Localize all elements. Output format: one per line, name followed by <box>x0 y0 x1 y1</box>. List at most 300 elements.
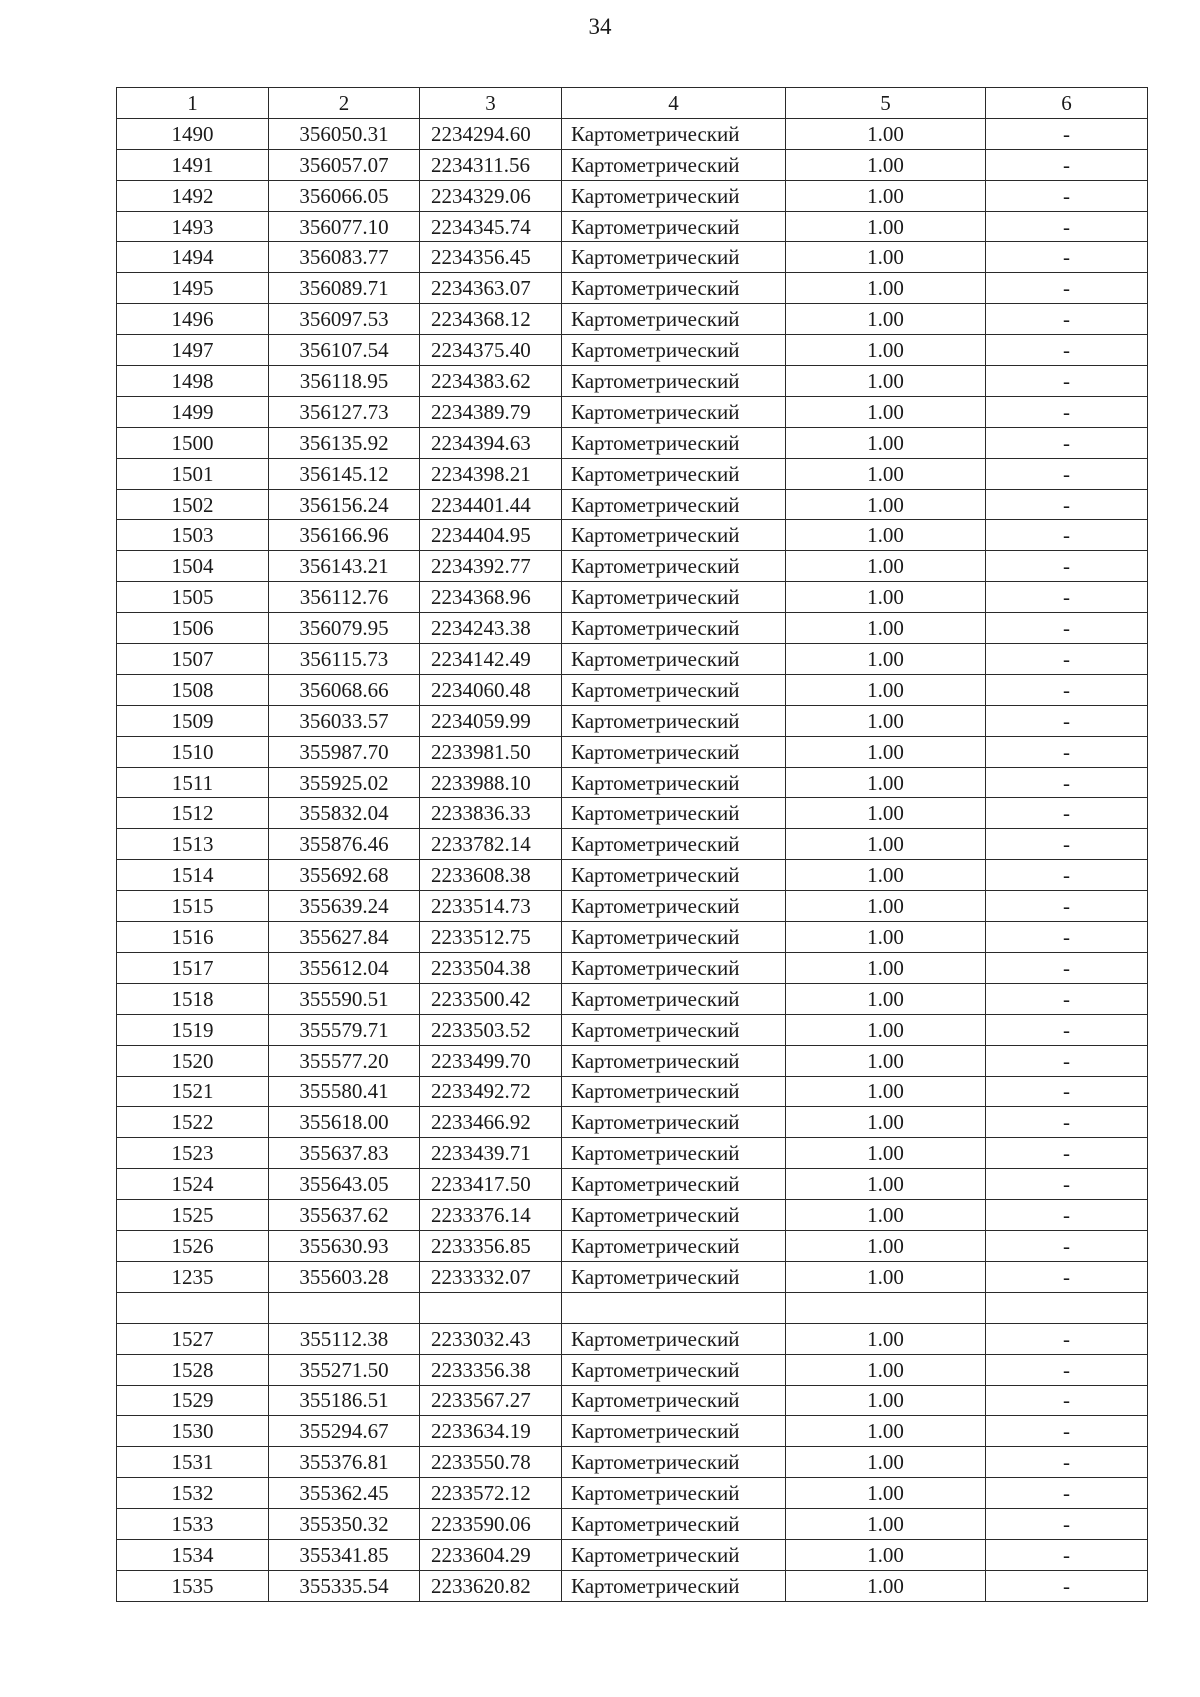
table-header <box>117 88 1148 119</box>
description-cell: - <box>986 582 1148 613</box>
table-row <box>117 427 1148 458</box>
y-coordinate-cell: 2233988.10 <box>420 767 562 798</box>
y-coordinate-cell: 2234060.48 <box>420 674 562 705</box>
y-coordinate-cell: 2233499.70 <box>420 1045 562 1076</box>
accuracy-cell: 1.00 <box>786 335 986 366</box>
table-row <box>117 829 1148 860</box>
point-number-cell: 1494 <box>117 242 269 273</box>
table-row <box>117 1200 1148 1231</box>
table-row <box>117 1014 1148 1045</box>
table-row <box>117 1323 1148 1354</box>
x-coordinate-cell: 356066.05 <box>269 180 420 211</box>
x-coordinate-cell: 356156.24 <box>269 489 420 520</box>
description-cell: - <box>986 613 1148 644</box>
table-row <box>117 798 1148 829</box>
description-cell: - <box>986 211 1148 242</box>
method-cell: Картометрический <box>562 829 786 860</box>
x-coordinate-cell: 356077.10 <box>269 211 420 242</box>
accuracy-cell: 1.00 <box>786 1570 986 1601</box>
method-cell: Картометрический <box>562 1385 786 1416</box>
y-coordinate-cell: 2233332.07 <box>420 1261 562 1292</box>
table-row <box>117 1447 1148 1478</box>
y-coordinate-cell: 2234243.38 <box>420 613 562 644</box>
point-number-cell: 1505 <box>117 582 269 613</box>
y-coordinate-cell: 2233417.50 <box>420 1169 562 1200</box>
description-cell: - <box>986 1509 1148 1540</box>
description-cell: - <box>986 674 1148 705</box>
method-cell: Картометрический <box>562 1323 786 1354</box>
header-row <box>117 88 1148 119</box>
y-coordinate-cell: 2233572.12 <box>420 1478 562 1509</box>
method-cell: Картометрический <box>562 273 786 304</box>
y-coordinate-cell: 2234389.79 <box>420 396 562 427</box>
point-number-cell: 1535 <box>117 1570 269 1601</box>
description-cell: - <box>986 1539 1148 1570</box>
x-coordinate-cell: 355612.04 <box>269 952 420 983</box>
table-row <box>117 149 1148 180</box>
y-coordinate-cell: 2234394.63 <box>420 427 562 458</box>
table-row <box>117 1570 1148 1601</box>
point-number-cell: 1531 <box>117 1447 269 1478</box>
coordinates-table <box>116 87 1148 1602</box>
table-row <box>117 1138 1148 1169</box>
description-cell: - <box>986 798 1148 829</box>
accuracy-cell: 1.00 <box>786 705 986 736</box>
description-cell: - <box>986 736 1148 767</box>
table-row <box>117 458 1148 489</box>
page-number: 34 <box>588 14 612 39</box>
method-cell: Картометрический <box>562 922 786 953</box>
accuracy-cell: 1.00 <box>786 1416 986 1447</box>
point-number-cell: 1521 <box>117 1076 269 1107</box>
accuracy-cell: 1.00 <box>786 1261 986 1292</box>
x-coordinate-cell: 355630.93 <box>269 1230 420 1261</box>
point-number-cell: 1501 <box>117 458 269 489</box>
method-cell: Картометрический <box>562 798 786 829</box>
description-cell: - <box>986 860 1148 891</box>
x-coordinate-cell: 356118.95 <box>269 366 420 397</box>
point-number-cell: 1504 <box>117 551 269 582</box>
accuracy-cell: 1.00 <box>786 798 986 829</box>
y-coordinate-cell: 2233503.52 <box>420 1014 562 1045</box>
method-cell: Картометрический <box>562 242 786 273</box>
table-row <box>117 366 1148 397</box>
method-cell: Картометрический <box>562 520 786 551</box>
y-coordinate-cell: 2234401.44 <box>420 489 562 520</box>
point-number-cell: 1530 <box>117 1416 269 1447</box>
y-coordinate-cell: 2233514.73 <box>420 891 562 922</box>
description-cell: - <box>986 366 1148 397</box>
table-row <box>117 520 1148 551</box>
description-cell: - <box>986 1354 1148 1385</box>
y-coordinate-cell: 2234356.45 <box>420 242 562 273</box>
accuracy-cell: 1.00 <box>786 1509 986 1540</box>
x-coordinate-cell: 355580.41 <box>269 1076 420 1107</box>
point-number-cell: 1508 <box>117 674 269 705</box>
y-coordinate-cell: 2233466.92 <box>420 1107 562 1138</box>
y-coordinate-cell: 2233356.85 <box>420 1230 562 1261</box>
y-coordinate-cell: 2233550.78 <box>420 1447 562 1478</box>
accuracy-cell: 1.00 <box>786 396 986 427</box>
description-cell: - <box>986 1138 1148 1169</box>
y-coordinate-cell: 2233782.14 <box>420 829 562 860</box>
y-coordinate-cell: 2234383.62 <box>420 366 562 397</box>
table-row <box>117 396 1148 427</box>
table-row <box>117 1107 1148 1138</box>
description-cell: - <box>986 644 1148 675</box>
x-coordinate-cell: 355590.51 <box>269 983 420 1014</box>
x-coordinate-cell: 355186.51 <box>269 1385 420 1416</box>
method-cell: Картометрический <box>562 1076 786 1107</box>
y-coordinate-cell: 2233504.38 <box>420 952 562 983</box>
x-coordinate-cell: 356135.92 <box>269 427 420 458</box>
column-header: 1 <box>117 88 269 119</box>
accuracy-cell: 1.00 <box>786 366 986 397</box>
method-cell: Картометрический <box>562 860 786 891</box>
accuracy-cell: 1.00 <box>786 1539 986 1570</box>
x-coordinate-cell: 355637.83 <box>269 1138 420 1169</box>
description-cell: - <box>986 335 1148 366</box>
table-row <box>117 1076 1148 1107</box>
description-cell: - <box>986 767 1148 798</box>
description-cell: - <box>986 1200 1148 1231</box>
accuracy-cell: 1.00 <box>786 1169 986 1200</box>
point-number-cell <box>117 1292 269 1323</box>
method-cell: Картометрический <box>562 983 786 1014</box>
x-coordinate-cell: 356107.54 <box>269 335 420 366</box>
accuracy-cell: 1.00 <box>786 1230 986 1261</box>
method-cell: Картометрический <box>562 736 786 767</box>
point-number-cell: 1511 <box>117 767 269 798</box>
x-coordinate-cell: 356057.07 <box>269 149 420 180</box>
y-coordinate-cell: 2233836.33 <box>420 798 562 829</box>
method-cell: Картометрический <box>562 891 786 922</box>
y-coordinate-cell: 2233376.14 <box>420 1200 562 1231</box>
point-number-cell: 1524 <box>117 1169 269 1200</box>
x-coordinate-cell: 355876.46 <box>269 829 420 860</box>
description-cell: - <box>986 242 1148 273</box>
method-cell: Картометрический <box>562 705 786 736</box>
accuracy-cell: 1.00 <box>786 860 986 891</box>
table-row <box>117 644 1148 675</box>
description-cell: - <box>986 891 1148 922</box>
table-row <box>117 1416 1148 1447</box>
method-cell: Картометрический <box>562 489 786 520</box>
point-number-cell: 1526 <box>117 1230 269 1261</box>
accuracy-cell: 1.00 <box>786 1076 986 1107</box>
point-number-cell: 1522 <box>117 1107 269 1138</box>
x-coordinate-cell: 355637.62 <box>269 1200 420 1231</box>
table-row <box>117 211 1148 242</box>
description-cell: - <box>986 1107 1148 1138</box>
x-coordinate-cell: 355692.68 <box>269 860 420 891</box>
x-coordinate-cell: 356050.31 <box>269 118 420 149</box>
x-coordinate-cell: 356145.12 <box>269 458 420 489</box>
accuracy-cell: 1.00 <box>786 1385 986 1416</box>
method-cell: Картометрический <box>562 644 786 675</box>
y-coordinate-cell: 2234368.96 <box>420 582 562 613</box>
point-number-cell: 1503 <box>117 520 269 551</box>
point-number-cell: 1519 <box>117 1014 269 1045</box>
method-cell: Картометрический <box>562 396 786 427</box>
table-row <box>117 1539 1148 1570</box>
column-header: 3 <box>420 88 562 119</box>
x-coordinate-cell: 355350.32 <box>269 1509 420 1540</box>
y-coordinate-cell: 2233634.19 <box>420 1416 562 1447</box>
x-coordinate-cell: 355639.24 <box>269 891 420 922</box>
y-coordinate-cell: 2234392.77 <box>420 551 562 582</box>
x-coordinate-cell: 356112.76 <box>269 582 420 613</box>
table-row <box>117 952 1148 983</box>
table-row <box>117 1354 1148 1385</box>
method-cell: Картометрический <box>562 1416 786 1447</box>
y-coordinate-cell: 2234404.95 <box>420 520 562 551</box>
method-cell <box>562 1292 786 1323</box>
accuracy-cell: 1.00 <box>786 922 986 953</box>
accuracy-cell: 1.00 <box>786 149 986 180</box>
y-coordinate-cell: 2233590.06 <box>420 1509 562 1540</box>
x-coordinate-cell: 356166.96 <box>269 520 420 551</box>
method-cell: Картометрический <box>562 582 786 613</box>
description-cell: - <box>986 118 1148 149</box>
table-row-blank <box>117 1292 1148 1323</box>
point-number-cell: 1499 <box>117 396 269 427</box>
description-cell: - <box>986 1045 1148 1076</box>
accuracy-cell: 1.00 <box>786 1107 986 1138</box>
accuracy-cell: 1.00 <box>786 1200 986 1231</box>
accuracy-cell: 1.00 <box>786 613 986 644</box>
point-number-cell: 1490 <box>117 118 269 149</box>
method-cell: Картометрический <box>562 952 786 983</box>
accuracy-cell: 1.00 <box>786 551 986 582</box>
method-cell: Картометрический <box>562 551 786 582</box>
point-number-cell: 1506 <box>117 613 269 644</box>
table-row <box>117 180 1148 211</box>
accuracy-cell: 1.00 <box>786 1014 986 1045</box>
method-cell: Картометрический <box>562 1509 786 1540</box>
point-number-cell: 1495 <box>117 273 269 304</box>
x-coordinate-cell: 356143.21 <box>269 551 420 582</box>
x-coordinate-cell: 355579.71 <box>269 1014 420 1045</box>
description-cell: - <box>986 983 1148 1014</box>
method-cell: Картометрический <box>562 1045 786 1076</box>
point-number-cell: 1518 <box>117 983 269 1014</box>
point-number-cell: 1529 <box>117 1385 269 1416</box>
description-cell: - <box>986 1230 1148 1261</box>
table-row <box>117 674 1148 705</box>
description-cell: - <box>986 1169 1148 1200</box>
x-coordinate-cell: 356127.73 <box>269 396 420 427</box>
accuracy-cell: 1.00 <box>786 242 986 273</box>
point-number-cell: 1500 <box>117 427 269 458</box>
accuracy-cell: 1.00 <box>786 273 986 304</box>
accuracy-cell: 1.00 <box>786 736 986 767</box>
point-number-cell: 1491 <box>117 149 269 180</box>
description-cell: - <box>986 458 1148 489</box>
table-row <box>117 705 1148 736</box>
accuracy-cell: 1.00 <box>786 644 986 675</box>
column-header: 6 <box>986 88 1148 119</box>
accuracy-cell: 1.00 <box>786 674 986 705</box>
method-cell: Картометрический <box>562 427 786 458</box>
table-row <box>117 613 1148 644</box>
x-coordinate-cell: 355362.45 <box>269 1478 420 1509</box>
point-number-cell: 1513 <box>117 829 269 860</box>
description-cell: - <box>986 149 1148 180</box>
description-cell: - <box>986 952 1148 983</box>
table-row <box>117 1230 1148 1261</box>
y-coordinate-cell: 2233032.43 <box>420 1323 562 1354</box>
x-coordinate-cell: 355335.54 <box>269 1570 420 1601</box>
y-coordinate-cell: 2234368.12 <box>420 304 562 335</box>
method-cell: Картометрический <box>562 613 786 644</box>
table-row <box>117 335 1148 366</box>
accuracy-cell: 1.00 <box>786 180 986 211</box>
point-number-cell: 1497 <box>117 335 269 366</box>
point-number-cell: 1520 <box>117 1045 269 1076</box>
point-number-cell: 1507 <box>117 644 269 675</box>
method-cell: Картометрический <box>562 118 786 149</box>
accuracy-cell: 1.00 <box>786 211 986 242</box>
point-number-cell: 1515 <box>117 891 269 922</box>
point-number-cell: 1534 <box>117 1539 269 1570</box>
description-cell: - <box>986 1323 1148 1354</box>
point-number-cell: 1509 <box>117 705 269 736</box>
point-number-cell: 1533 <box>117 1509 269 1540</box>
description-cell: - <box>986 1416 1148 1447</box>
y-coordinate-cell: 2233604.29 <box>420 1539 562 1570</box>
x-coordinate-cell: 355577.20 <box>269 1045 420 1076</box>
column-header: 5 <box>786 88 986 119</box>
table-row <box>117 891 1148 922</box>
point-number-cell: 1525 <box>117 1200 269 1231</box>
method-cell: Картометрический <box>562 180 786 211</box>
accuracy-cell: 1.00 <box>786 118 986 149</box>
x-coordinate-cell: 355603.28 <box>269 1261 420 1292</box>
table-row <box>117 1169 1148 1200</box>
point-number-cell: 1527 <box>117 1323 269 1354</box>
x-coordinate-cell: 355271.50 <box>269 1354 420 1385</box>
point-number-cell: 1496 <box>117 304 269 335</box>
y-coordinate-cell: 2234059.99 <box>420 705 562 736</box>
table-row <box>117 118 1148 149</box>
description-cell: - <box>986 1014 1148 1045</box>
point-number-cell: 1514 <box>117 860 269 891</box>
description-cell: - <box>986 520 1148 551</box>
table-row <box>117 983 1148 1014</box>
point-number-cell: 1528 <box>117 1354 269 1385</box>
table-row <box>117 1045 1148 1076</box>
accuracy-cell: 1.00 <box>786 489 986 520</box>
y-coordinate-cell: 2234142.49 <box>420 644 562 675</box>
table-row <box>117 582 1148 613</box>
description-cell: - <box>986 1076 1148 1107</box>
description-cell: - <box>986 1261 1148 1292</box>
x-coordinate-cell: 356068.66 <box>269 674 420 705</box>
method-cell: Картометрический <box>562 458 786 489</box>
description-cell: - <box>986 180 1148 211</box>
y-coordinate-cell: 2233492.72 <box>420 1076 562 1107</box>
table-row <box>117 1385 1148 1416</box>
point-number-cell: 1523 <box>117 1138 269 1169</box>
accuracy-cell: 1.00 <box>786 767 986 798</box>
description-cell: - <box>986 551 1148 582</box>
method-cell: Картометрический <box>562 335 786 366</box>
x-coordinate-cell: 355987.70 <box>269 736 420 767</box>
method-cell: Картометрический <box>562 1570 786 1601</box>
y-coordinate-cell: 2233500.42 <box>420 983 562 1014</box>
y-coordinate-cell: 2233620.82 <box>420 1570 562 1601</box>
method-cell: Картометрический <box>562 767 786 798</box>
description-cell <box>986 1292 1148 1323</box>
method-cell: Картометрический <box>562 1354 786 1385</box>
method-cell: Картометрический <box>562 304 786 335</box>
x-coordinate-cell: 355643.05 <box>269 1169 420 1200</box>
table-row <box>117 304 1148 335</box>
description-cell: - <box>986 304 1148 335</box>
point-number-cell: 1498 <box>117 366 269 397</box>
x-coordinate-cell: 356083.77 <box>269 242 420 273</box>
method-cell: Картометрический <box>562 1138 786 1169</box>
description-cell: - <box>986 922 1148 953</box>
method-cell: Картометрический <box>562 1169 786 1200</box>
y-coordinate-cell: 2234375.40 <box>420 335 562 366</box>
table-row <box>117 1261 1148 1292</box>
accuracy-cell: 1.00 <box>786 1478 986 1509</box>
point-number-cell: 1492 <box>117 180 269 211</box>
table-row <box>117 1509 1148 1540</box>
x-coordinate-cell: 356033.57 <box>269 705 420 736</box>
x-coordinate-cell: 356089.71 <box>269 273 420 304</box>
y-coordinate-cell: 2233439.71 <box>420 1138 562 1169</box>
y-coordinate-cell: 2234294.60 <box>420 118 562 149</box>
method-cell: Картометрический <box>562 149 786 180</box>
description-cell: - <box>986 1570 1148 1601</box>
table-row <box>117 551 1148 582</box>
accuracy-cell: 1.00 <box>786 1323 986 1354</box>
y-coordinate-cell: 2234329.06 <box>420 180 562 211</box>
column-header: 4 <box>562 88 786 119</box>
method-cell: Картометрический <box>562 1447 786 1478</box>
column-header: 2 <box>269 88 420 119</box>
table-row <box>117 860 1148 891</box>
x-coordinate-cell: 356097.53 <box>269 304 420 335</box>
accuracy-cell: 1.00 <box>786 1447 986 1478</box>
description-cell: - <box>986 1385 1148 1416</box>
y-coordinate-cell: 2234345.74 <box>420 211 562 242</box>
table-row <box>117 273 1148 304</box>
method-cell: Картометрический <box>562 674 786 705</box>
y-coordinate-cell: 2233356.38 <box>420 1354 562 1385</box>
point-number-cell: 1493 <box>117 211 269 242</box>
accuracy-cell: 1.00 <box>786 582 986 613</box>
description-cell: - <box>986 489 1148 520</box>
description-cell: - <box>986 427 1148 458</box>
y-coordinate-cell: 2233608.38 <box>420 860 562 891</box>
point-number-cell: 1532 <box>117 1478 269 1509</box>
accuracy-cell: 1.00 <box>786 829 986 860</box>
accuracy-cell: 1.00 <box>786 304 986 335</box>
table-row <box>117 767 1148 798</box>
table-row <box>117 1478 1148 1509</box>
y-coordinate-cell: 2233567.27 <box>420 1385 562 1416</box>
table-row <box>117 736 1148 767</box>
table-row <box>117 922 1148 953</box>
point-number-cell: 1516 <box>117 922 269 953</box>
x-coordinate-cell: 355341.85 <box>269 1539 420 1570</box>
point-number-cell: 1235 <box>117 1261 269 1292</box>
method-cell: Картометрический <box>562 1478 786 1509</box>
